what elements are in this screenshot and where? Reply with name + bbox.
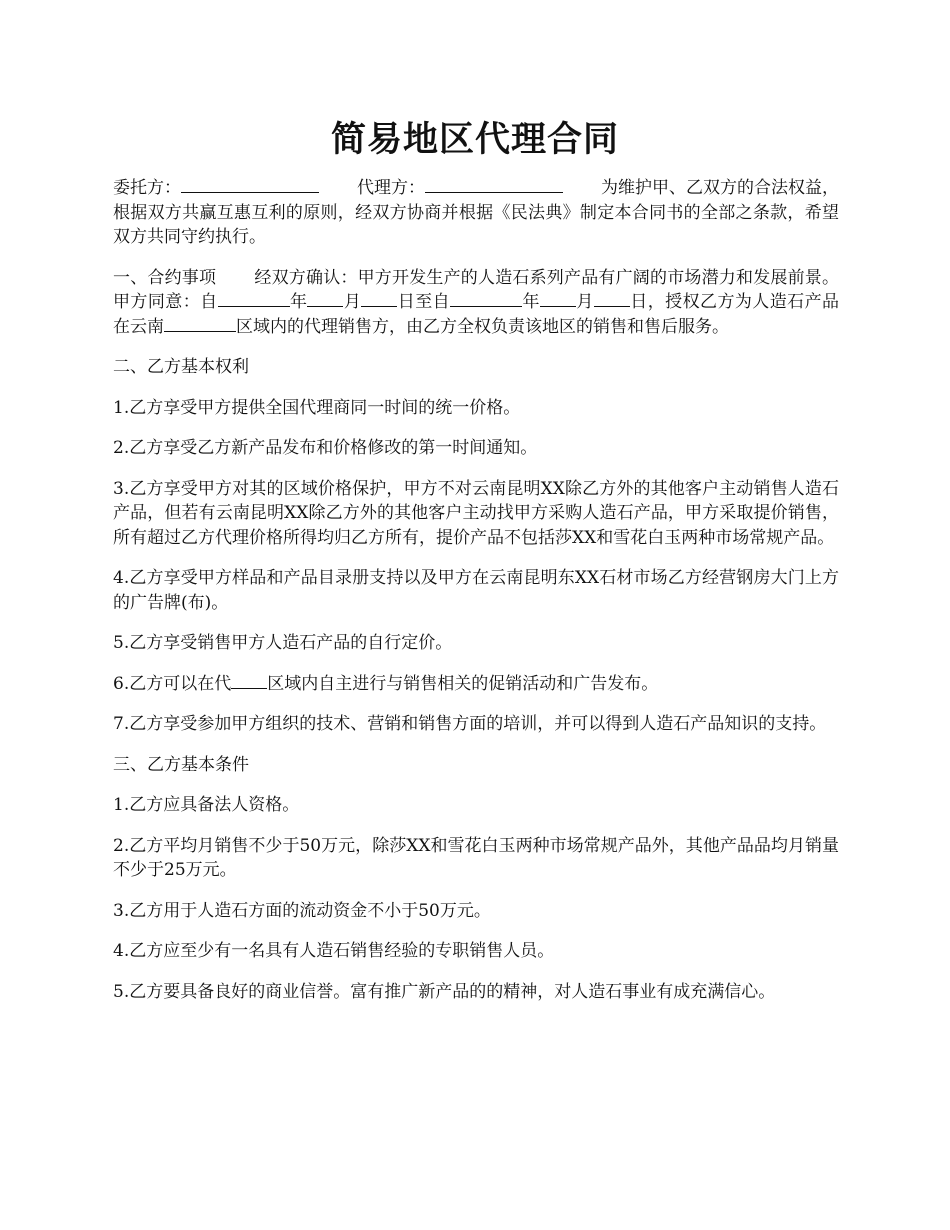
client-blank — [181, 178, 319, 193]
section3-heading: 三、乙方基本条件 — [113, 754, 249, 775]
section1-end-text: 区域内的代理销售方，由乙方全权负责该地区的销售和售后服务。 — [236, 316, 729, 337]
section1-text: 经双方确认：甲方开发生产的人造石系列产品有广阔的市场潜力和发展前景。 甲方同意：自 — [113, 267, 840, 312]
section3-item: 3.乙方用于人造石方面的流动资金不小于50万元。 — [113, 900, 491, 921]
section2-item: 3.乙方享受甲方对其的区域价格保护，甲方不对云南昆明XX除乙方外的其他客户主动销售人造石产品，但若有云南昆明XX除乙方外的其他客户主动找甲方采购人造石产品，甲方采取提价销售，所有超过乙方代理价格所得均归乙方所有，提价产品不包括莎XX和雪花白玉两种市场常规产品。 — [113, 478, 839, 548]
section1-paragraph — [113, 266, 839, 340]
item6-post: 区域内自主进行与销售相关的促销活动和广告发布。 — [267, 673, 659, 694]
section2-item: 5.乙方享受销售甲方人造石产品的自行定价。 — [113, 633, 453, 653]
section3-item: 1.乙方应具备法人资格。 — [113, 795, 300, 815]
month-label: 月 — [343, 292, 362, 312]
section3-item: 2.乙方平均月销售不少于50万元，除莎XX和雪花白玉两种市场常规产品外，其他产品品均月销量不少于25万元。 — [113, 835, 839, 880]
start-year-blank — [218, 292, 290, 307]
agent-blank — [425, 178, 563, 193]
section3-item: 4.乙方应至少有一名具有人造石销售经验的专职销售人员。 — [113, 941, 555, 961]
end-year-blank — [450, 292, 522, 307]
document-body — [113, 176, 839, 1020]
document-title: 简易地区代理合同 — [330, 119, 619, 160]
end-day-blank — [594, 292, 630, 307]
client-label: 委托方： — [113, 178, 181, 198]
section3-item: 5.乙方要具备良好的商业信誉。富有推广新产品的的精神，对人造石事业有成充满信心。 — [113, 981, 776, 1002]
year-label-2: 年 — [522, 292, 540, 312]
end-month-blank — [540, 292, 576, 307]
section2-item: 2.乙方享受乙方新产品发布和价格修改的第一时间通知。 — [113, 438, 538, 458]
start-day-blank — [361, 292, 397, 307]
section2-item: 4.乙方享受甲方样品和产品目录册支持以及甲方在云南昆明东XX石材市场乙方经营钢房大门上方的广告牌(布)。 — [113, 568, 839, 613]
month-label-2: 月 — [575, 292, 594, 312]
section2-item: 7.乙方享受参加甲方组织的技术、营销和销售方面的培训，并可以得到人造石产品知识的支持。 — [113, 714, 827, 734]
section1-heading: 一、合约事项 — [113, 267, 217, 288]
year-label: 年 — [289, 292, 308, 312]
region-blank-2 — [231, 674, 267, 689]
day-end-label: 日，授权乙方为人造石产品在云南 — [113, 292, 840, 337]
day-to-label: 日至自 — [397, 292, 451, 312]
section2-item-6 — [113, 672, 839, 697]
section2-heading: 二、乙方基本权利 — [113, 357, 249, 377]
start-month-blank — [307, 292, 343, 307]
item6-pre: 6.乙方可以在代 — [113, 673, 232, 694]
section2-item: 1.乙方享受甲方提供全国代理商同一时间的统一价格。 — [113, 397, 521, 418]
region-blank — [164, 317, 236, 332]
agent-label: 代理方： — [357, 178, 425, 198]
intro-paragraph — [113, 176, 839, 250]
intro-text: 为维护甲、乙双方的合法权益，根据双方共赢互惠互利的原则，经双方协商并根据《民法典》制定本合同书的全部之条款，希望双方共同守约执行。 — [113, 178, 839, 247]
